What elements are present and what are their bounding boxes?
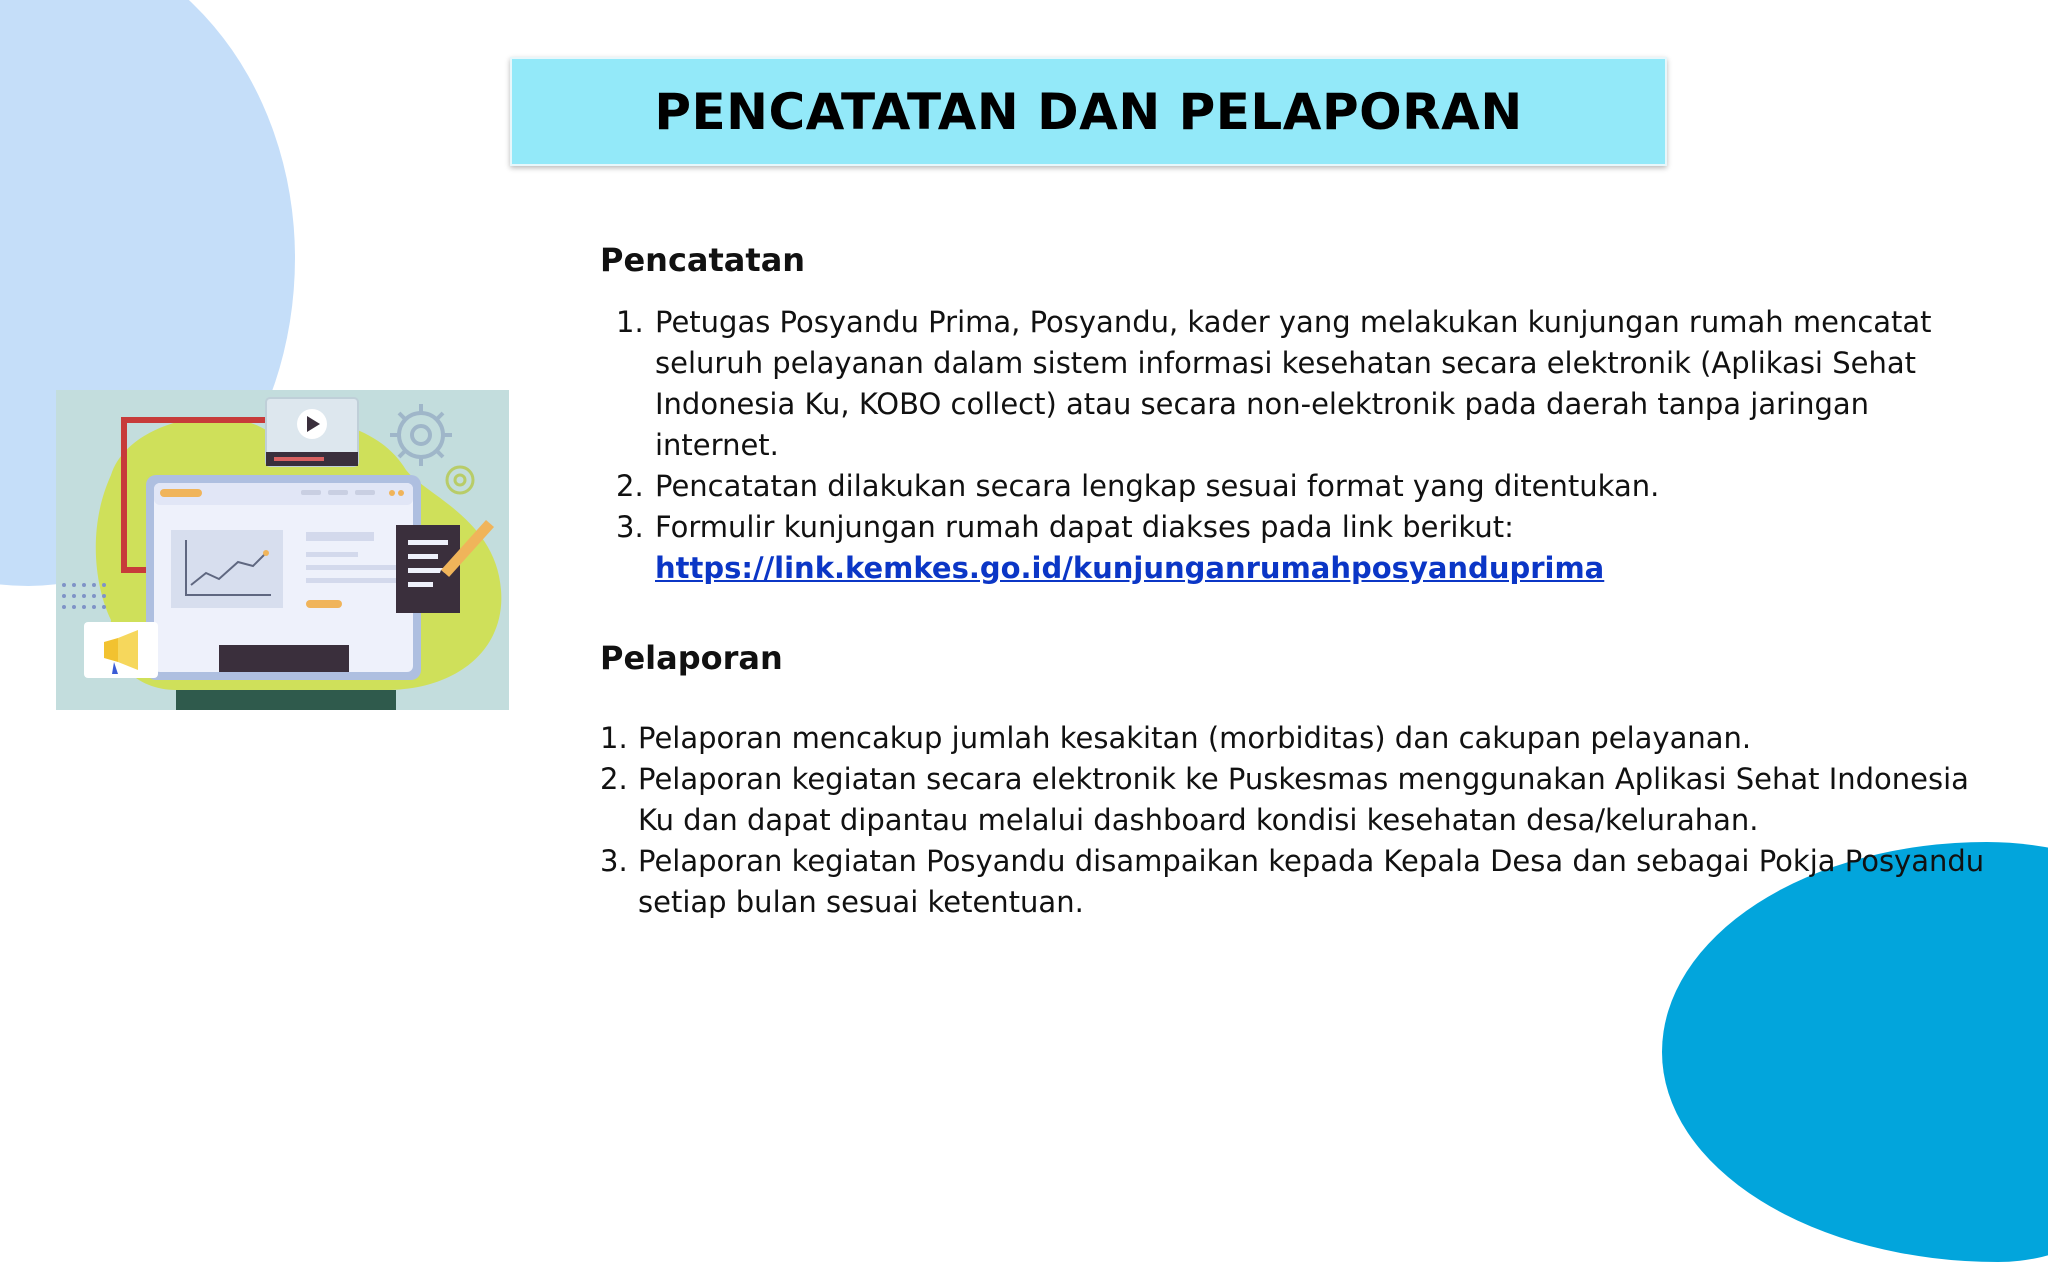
pelaporan-section: [600, 638, 2000, 923]
line-chart-icon: [171, 530, 283, 608]
video-player: [266, 398, 358, 466]
list-item: 3. Formulir kunjungan rumah dapat diakses pada link berikut: https://link.kemkes.go.id/kunjunganrumahposyanduprima: [600, 507, 2000, 589]
list-item: 1. Pelaporan mencakup jumlah kesakitan (morbiditas) dan cakupan pelayanan.: [600, 721, 1752, 755]
pencatatan-section: [600, 240, 2000, 589]
title-banner: [510, 57, 1667, 166]
pelaporan-heading: Pelaporan: [600, 639, 783, 677]
megaphone-icon: [84, 622, 158, 678]
page-title: PENCATATAN DAN PELAPORAN: [654, 82, 1523, 141]
pencatatan-heading: Pencatatan: [600, 241, 806, 279]
computer-illustration: [56, 390, 509, 710]
list-item: 2. Pencatatan dilakukan secara lengkap sesuai format yang ditentukan.: [616, 469, 1660, 503]
play-icon: [297, 409, 327, 439]
pelaporan-list: [600, 718, 2000, 923]
kunjungan-rumah-link[interactable]: https://link.kemkes.go.id/kunjunganrumahposyanduprima: [655, 551, 1605, 585]
pencatatan-list: [600, 302, 2000, 589]
list-item: 2. Pelaporan kegiatan secara elektronik ke Puskesmas menggunakan Aplikasi Sehat Indonesia Ku dan dapat dipantau melalui dashboard kondisi kesehatan desa/kelurahan.: [600, 762, 1969, 837]
list-item: 3. Pelaporan kegiatan Posyandu disampaikan kepada Kepala Desa dan sebagai Pokja Posyandu setiap bulan sesuai ketentuan.: [600, 844, 1985, 919]
monitor: [146, 475, 421, 680]
list-item: 1. Petugas Posyandu Prima, Posyandu, kader yang melakukan kunjungan rumah mencatat seluruh pelayanan dalam sistem informasi kesehatan secara elektronik (Aplikasi Sehat Indonesia Ku, KOBO collect) atau secara non-elektronik pada daerah tanpa jaringan internet.: [616, 305, 1932, 462]
